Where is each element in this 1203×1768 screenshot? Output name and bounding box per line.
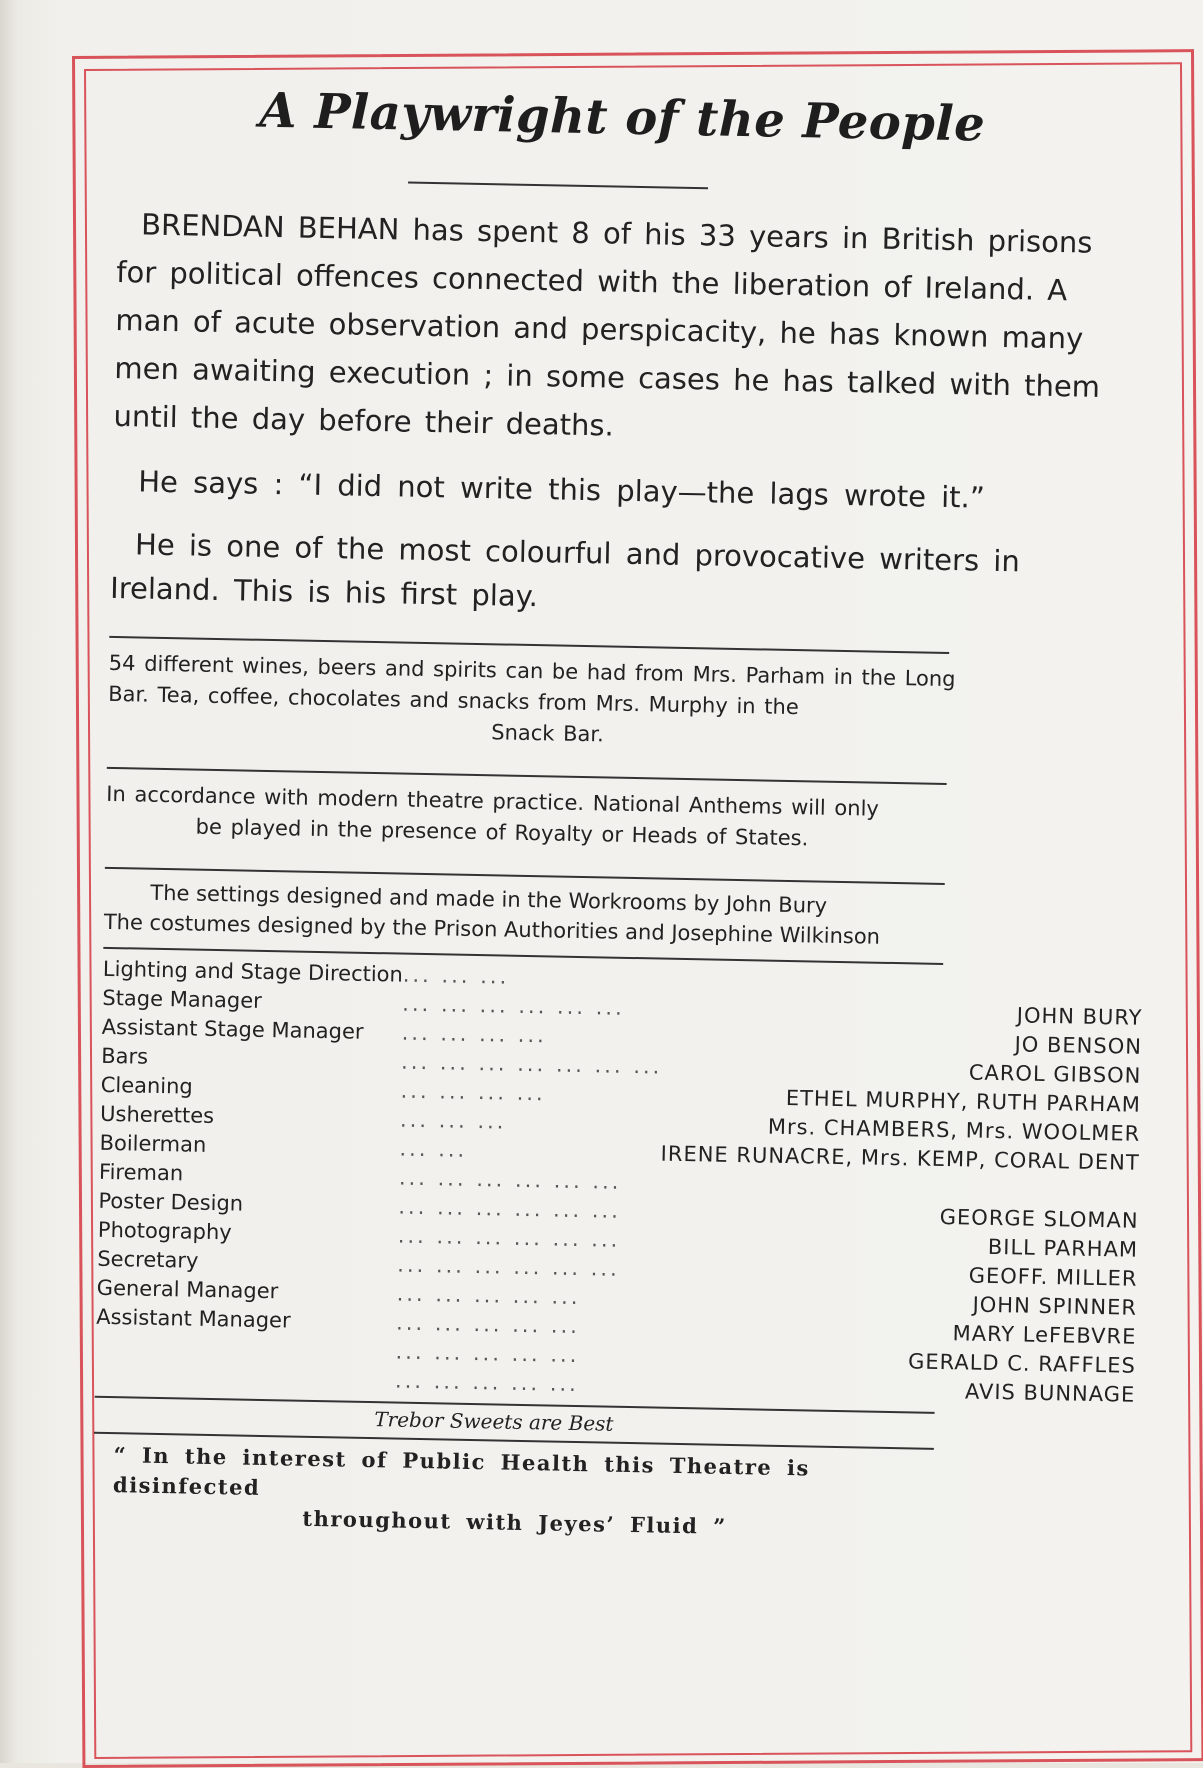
credit-dots: ... ... ...	[399, 1107, 507, 1134]
jeyes-line2: throughout with Jeyes’ Fluid ”	[302, 1505, 727, 1539]
jeyes-line1: “ In the interest of Public Health this Theatre is disinfected	[112, 1442, 811, 1500]
credit-dots: ... ... ... ... ...	[394, 1368, 580, 1397]
trebor-line: Trebor Sweets are Best	[374, 1407, 614, 1436]
bar-notice	[107, 648, 1139, 761]
credit-dots: ... ... ... ... ... ... ...	[400, 1049, 663, 1079]
quote-line: He says : “I did not write this play—the lags wrote it.”	[137, 464, 986, 515]
credit-name: IRENE RUNACRE, Mrs. KEMP, CORAL DENT	[660, 1141, 1140, 1175]
credit-role: Assistant Manager	[96, 1304, 291, 1333]
page-title: A Playwright of the People	[258, 82, 986, 153]
credit-name: Mrs. CHAMBERS, Mrs. WOOLMER	[767, 1114, 1141, 1146]
staff-credits-table	[95, 955, 1143, 1410]
credit-role: Poster Design	[98, 1188, 244, 1216]
credit-name: ETHEL MURPHY, RUTH PARHAM	[785, 1085, 1142, 1117]
credit-name: GEOFF. MILLER	[968, 1263, 1138, 1291]
credit-name: JOHN BURY	[1016, 1003, 1143, 1030]
settings-line: The settings designed and made in the Workrooms by John Bury	[150, 880, 828, 918]
credit-name: BILL PARHAM	[987, 1234, 1139, 1262]
bio-paragraph: BRENDAN BEHAN has spent 8 of his 33 years in British prisons for political offences connected with the liberation of Ireland. A man of acute observation and perspicacity, he has known many men awaiting execution ; in some cases he has talked with them until the day before their deaths.	[113, 207, 1101, 443]
credit-dots: ... ... ... ... ... ...	[398, 1165, 622, 1194]
credit-name: GERALD C. RAFFLES	[907, 1349, 1137, 1378]
bar-notice-end: Snack Bar.	[491, 720, 605, 747]
credit-role: Stage Manager	[102, 985, 262, 1013]
credit-dots: ... ... ... ... ... ...	[397, 1223, 621, 1252]
credit-dots: ... ... ... ...	[400, 1078, 546, 1106]
credit-dots: ... ... ... ... ...	[395, 1339, 580, 1368]
credit-role: Assistant Stage Manager	[101, 1014, 364, 1044]
page-content	[88, 80, 1150, 1759]
credit-role	[95, 1361, 395, 1396]
credit-dots: ... ... ... ... ... ...	[402, 991, 626, 1020]
credit-role: Lighting and Stage Direction	[102, 956, 404, 987]
credit-role: Secretary	[97, 1246, 199, 1273]
credit-role: Photography	[97, 1217, 232, 1245]
credit-name: GEORGE SLOMAN	[939, 1204, 1139, 1233]
credit-role: Usherettes	[99, 1101, 215, 1128]
credit-role: Bars	[101, 1043, 149, 1069]
design-credits	[104, 877, 1135, 957]
title-underline	[408, 182, 708, 190]
credit-role: Boilerman	[99, 1130, 207, 1157]
credit-dots: ... ...	[399, 1136, 468, 1162]
credit-role: General Manager	[96, 1275, 279, 1304]
credit-name: JOHN SPINNER	[972, 1292, 1138, 1320]
credit-dots: ... ... ... ... ...	[396, 1281, 581, 1310]
anthem-notice-line1: In accordance with modern theatre practice. National Anthems will only	[106, 781, 880, 821]
bar-notice-text: 54 different wines, beers and spirits can be had from Mrs. Parham in the Long Bar. Tea, coffee, chocolates and snacks from Mrs. Murphy in the	[107, 650, 956, 720]
credit-role: Fireman	[98, 1159, 184, 1186]
credit-dots: ... ... ...	[402, 962, 510, 989]
credit-role: Cleaning	[100, 1072, 193, 1099]
credit-dots: ... ... ... ... ... ...	[398, 1194, 622, 1223]
credit-name: CAROL GIBSON	[968, 1060, 1142, 1088]
credit-name: JO BENSON	[1014, 1032, 1143, 1059]
anthem-notice-line2: be played in the presence of Royalty or Heads of States.	[195, 814, 809, 851]
credit-name: AVIS BUNNAGE	[964, 1379, 1136, 1407]
costumes-line: The costumes designed by the Prison Authorities and Josephine Wilkinson	[103, 909, 881, 949]
jeyes-notice	[112, 1440, 914, 1545]
credit-dots: ... ... ... ... ... ...	[397, 1252, 621, 1281]
credit-name: MARY LeFEBVRE	[952, 1321, 1137, 1349]
anthem-notice	[105, 779, 1136, 861]
credit-dots: ... ... ... ...	[401, 1020, 548, 1048]
writer-paragraph: He is one of the most colourful and provocative writers in Ireland. This is his first play.	[109, 527, 1021, 614]
credit-dots: ... ... ... ... ...	[395, 1310, 581, 1339]
